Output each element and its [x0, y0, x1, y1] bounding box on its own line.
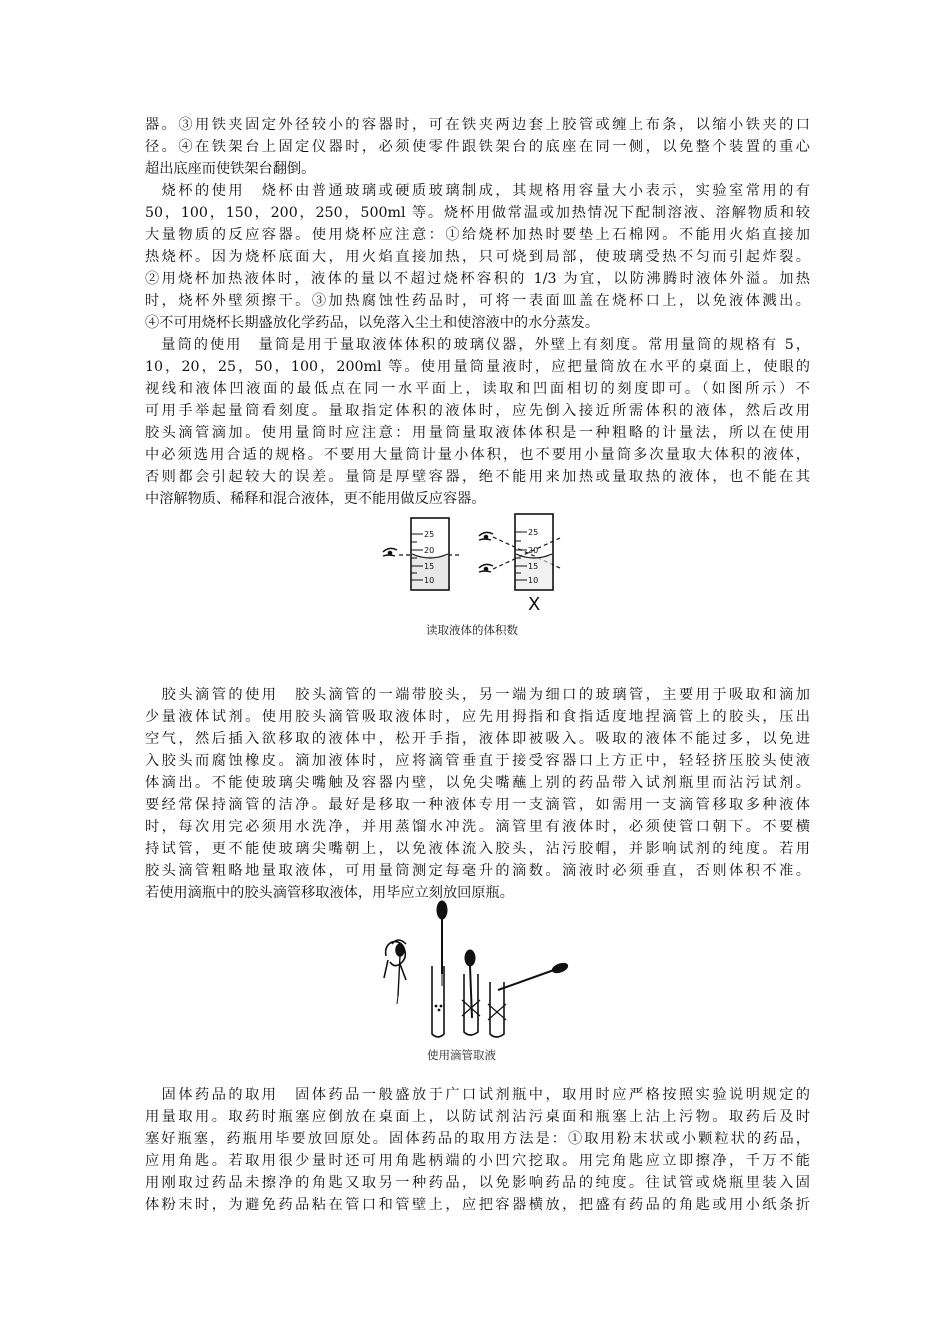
text-line: 视线和液体凹液面的最低点在同一水平面上，读取和凹面相切的刻度即可。（如图所示）不 — [145, 381, 810, 397]
eye-icon — [479, 532, 493, 572]
text-line: 入胶头而腐蚀橡皮。滴加液体时，应将滴管垂直于接受容器口上方正中，轻轻挤压胶头使液 — [145, 753, 810, 769]
text-line: 应用角匙。若取用很少量时还可用角匙柄端的小凹穴挖取。用完角匙应立即擦净，千万不能 — [145, 1153, 810, 1169]
text-line: 胶头滴管粗略地量取液体，可用量筒测定每毫升的滴数。滴液时必须垂直，否则体积不准。 — [145, 863, 810, 879]
text-line: 烧杯的使用 烧杯由普通玻璃或硬质玻璃制成，其规格用容量大小表示，实验室常用的有 — [145, 183, 810, 199]
tick-label: 15 — [528, 562, 539, 571]
tick-label: 20 — [424, 546, 435, 555]
hand-icon — [384, 940, 406, 1004]
text-line: 空气，然后插入欲移取的液体中，松开手指，液体即被吸入。吸取的液体不能过多，以免进 — [145, 731, 810, 747]
text-line: 用量取用。取药时瓶塞应倒放在桌面上，以防试剂沾污桌面和瓶塞上沾上污物。取药后及时 — [145, 1109, 810, 1125]
text-line: 量筒的使用 量筒是用于量取液体体积的玻璃仪器，外壁上有刻度。常用量筒的规格有 5， — [145, 337, 810, 353]
text-line: ②用烧杯加热液体时，液体的量以不超过烧杯容积的 1/3 为宜，以防沸腾时液体外溢。加热 — [145, 271, 810, 287]
text-line: 少量液体试剂。使用胶头滴管吸取液体时，应先用拇指和食指适度地捏滴管上的胶头，压出 — [145, 709, 810, 725]
dropper-horizontal — [488, 962, 569, 1037]
text-line: 50，100，150，200，250，500ml 等。烧杯用做常温或加热情况下配制溶液、溶解物质和较 — [145, 205, 810, 221]
dropper-vertical — [432, 901, 447, 1037]
tick-label: 20 — [528, 546, 539, 555]
figure-dropper-usage — [378, 900, 578, 1040]
text-line: 大量物质的反应容器。使用烧杯应注意：①给烧杯加热时要垫上石棉网。不能用火焰直接加 — [145, 227, 810, 243]
text-line: 胶头滴管的使用 胶头滴管的一端带胶头，另一端为细口的玻璃管，主要用于吸取和滴加 — [145, 687, 810, 703]
text-line: 中溶解物质、稀释和混合液体，更不能用做反应容器。 — [145, 491, 486, 507]
text-line: 热烧杯。因为烧杯底面大，用火焰直接加热，只可烧到局部，使玻璃受热不匀而引起炸裂。 — [145, 249, 810, 265]
text-line: 时，烧杯外壁须擦干。③加热腐蚀性药品时，可将一表面皿盖在烧杯口上，以免液体溅出。 — [145, 293, 810, 309]
tick-label: 25 — [424, 530, 435, 539]
text-line: 固体药品的取用 固体药品一般盛放于广口试剂瓶中，取用时应严格按照实验说明规定的 — [145, 1087, 810, 1103]
text-line: 器。③用铁夹固定外径较小的容器时，可在铁夹两边套上胶管或缠上布条，以缩小铁夹的口 — [145, 117, 810, 133]
dropper-touching — [462, 950, 480, 1035]
text-line: ④不可用烧杯长期盛放化学药品，以免落入尘土和使溶液中的水分蒸发。 — [145, 315, 600, 331]
text-line: 体滴出。不能使玻璃尖嘴触及容器内壁，以免尖嘴蘸上别的药品带入试剂瓶里而沾污试剂。 — [145, 775, 810, 791]
text-line: 可用手举起量筒看刻度。量取指定体积的液体时，应先倒入接近所需体积的液体，然后改用 — [145, 403, 810, 419]
figure-cylinder-reading — [375, 510, 565, 615]
text-line: 胶头滴管滴加。使用量筒时应注意：用量筒量取液体体积是一种粗略的计量法，所以在使用 — [145, 425, 810, 441]
text-line: 超出底座而使铁架台翻倒。 — [145, 161, 316, 177]
text-line: 中必须选用合适的规格。不要用大量筒计量小体积，也不要用小量筒多次量取大体积的液体， — [145, 447, 810, 463]
text-line: 时，每次用完必须用水洗净，并用蒸馏水冲洗。滴管里有液体时，必须使管口朝下。不要横 — [145, 819, 810, 835]
text-line: 要经常保持滴管的洁净。最好是移取一种液体专用一支滴管，如需用一支滴管移取多种液体 — [145, 797, 810, 813]
text-line: 体粉末时，为避免药品粘在管口和管壁上，应把容器横放，把盛有药品的角匙或用小纸条折 — [145, 1197, 810, 1213]
text-line: 持试管，更不能使玻璃尖嘴朝上，以免液体流入胶头，沾污胶帽，并影响试剂的纯度。若用 — [145, 841, 810, 857]
text-line: 若使用滴瓶中的胶头滴管移取液体，用毕应立刻放回原瓶。 — [145, 885, 514, 901]
text-line: 塞好瓶塞，药瓶用毕要放回原处。固体药品的取用方法是：①取用粉末状或小颗粒状的药品， — [145, 1131, 810, 1147]
tick-label: 10 — [528, 576, 539, 585]
tick-label: 10 — [424, 576, 435, 585]
figure-caption: 使用滴管取液 — [427, 1048, 496, 1062]
figure-caption: 读取液体的体积数 — [426, 623, 518, 637]
text-line: 10，20，25，50，100，200ml 等。使用量筒量液时，应把量筒放在水平的桌面上，使眼的 — [145, 359, 810, 375]
tick-label: 15 — [424, 562, 435, 571]
wrong-mark: X — [528, 594, 541, 615]
eye-icon — [383, 548, 397, 556]
text-line: 用刚取过药品未擦净的角匙又取另一种药品，以免影响药品的纯度。往试管或烧瓶里装入固 — [145, 1175, 810, 1191]
text-line: 径。④在铁架台上固定仪器时，必须使零件跟铁架台的底座在同一侧，以免整个装置的重心 — [145, 139, 810, 155]
text-line: 否则都会引起较大的误差。量筒是厚壁容器，绝不能用来加热或量取热的液体，也不能在其 — [145, 469, 810, 485]
tick-label: 25 — [528, 528, 539, 537]
